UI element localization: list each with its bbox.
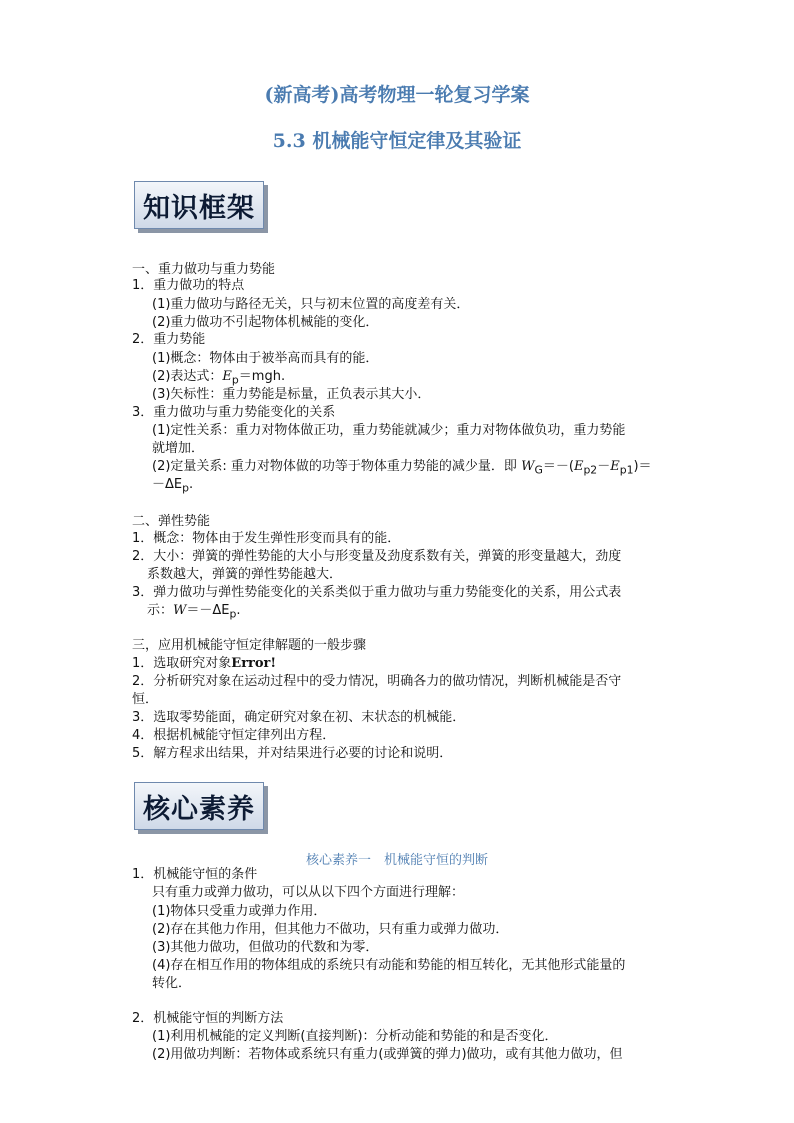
document-subtitle: 5.3 机械能守恒定律及其验证 [272, 130, 522, 152]
formula-text: ＝mgh. [238, 369, 286, 384]
step-2: 2．分析研究对象在运动过程中的受力情况，明确各力的做功情况，判断机械能是否守 [132, 674, 622, 689]
formula-symbol: W [173, 603, 187, 618]
step-1 [132, 655, 276, 672]
heading-elastic-energy: 二、弹性势能 [132, 514, 211, 529]
formula-subscript: p [231, 373, 239, 387]
sub-item: 就增加． [152, 441, 205, 456]
sub-item: (1)定性关系：重力对物体做正功，重力势能就减少；重力对物体做负功，重力势能 [152, 423, 626, 438]
item-2: 2．大小：弹簧的弹性势能的大小与形变量及劲度系数有关，弹簧的形变量越大，劲度 [132, 549, 622, 564]
item-1: 1．机械能守恒的条件 [132, 867, 258, 882]
item-2: 2．机械能守恒的判断方法 [132, 1011, 284, 1026]
formula-subscript: G [534, 463, 543, 477]
formula-text: (2)表达式： [152, 369, 223, 384]
item-2: 2．重力势能 [132, 332, 206, 347]
section-box-knowledge-framework: 知识框架 [134, 181, 264, 229]
sub-item: (3)矢标性：重力势能是标量，正负表示其大小． [152, 387, 431, 402]
sub-item: (1)物体只受重力或弹力作用． [152, 904, 327, 919]
section-box-core-literacy: 核心素养 [134, 782, 264, 830]
item-continuation: 系数越大，弹簧的弹性势能越大． [147, 567, 343, 582]
formula-text: . [236, 603, 241, 618]
formula-line [147, 602, 241, 623]
formula-text: ＝－( [542, 459, 574, 474]
sub-item: (2)用做功判断：若物体或系统只有重力(或弹簧的弹力)做功，或有其他力做功，但 [152, 1047, 623, 1062]
formula-symbol: E [573, 459, 584, 474]
heading-solving-steps: 三，应用机械能守恒定律解题的一般步骤 [132, 638, 367, 653]
formula-text: (2)定量关系: 重力对物体做的功等于物体重力势能的减少量．即 [152, 459, 517, 474]
step-continuation: 恒． [132, 692, 159, 707]
formula-text: －ΔE [152, 477, 183, 492]
formula-text: . [188, 477, 194, 492]
sub-item: (1)利用机械能的定义判断(直接判断)：分析动能和势能的和是否变化． [152, 1029, 558, 1044]
step-text: 1．选取研究对象 [132, 656, 232, 671]
formula-subscript: p [229, 607, 237, 621]
item-1: 1．重力做功的特点 [132, 278, 245, 293]
formula-subscript: p1 [619, 463, 634, 477]
sub-item: (1)概念：物体由于被举高而具有的能． [152, 351, 379, 366]
sub-item: (1)重力做功与路径无关，只与初末位置的高度差有关． [152, 297, 470, 312]
formula-text: ＝－ΔE [186, 603, 230, 618]
step-4: 4．根据机械能守恒定律列出方程． [132, 728, 336, 743]
sub-item: (2)存在其他力作用，但其他力不做功，只有重力或弹力做功． [152, 922, 509, 937]
item-1: 1．概念：物体由于发生弹性形变而具有的能． [132, 531, 401, 546]
formula-text: － [597, 459, 611, 474]
sub-item: 只有重力或弹力做功，可以从以下四个方面进行理解： [152, 885, 465, 900]
item-3: 3．弹力做功与弹性势能变化的关系类似于重力做功与重力势能变化的关系，用公式表 [132, 585, 622, 600]
sub-item: (2)重力做功不引起物体机械能的变化． [152, 315, 379, 330]
sub-item: (4)存在相互作用的物体组成的系统只有动能和势能的相互转化，无其他形式能量的 [152, 958, 626, 973]
heading-gravity-work: 一、重力做功与重力势能 [132, 262, 276, 277]
item-3: 3．重力做功与重力势能变化的关系 [132, 405, 336, 420]
formula-subscript: p2 [583, 463, 598, 477]
sub-item: 转化． [152, 976, 192, 991]
step-5: 5．解方程求出结果，并对结果进行必要的讨论和说明． [132, 746, 453, 761]
formula-symbol: E [610, 459, 620, 474]
sub-item: (3)其他力做功，但做功的代数和为零． [152, 940, 379, 955]
formula-symbol: W [521, 459, 535, 474]
formula-line [152, 458, 652, 479]
formula-line [152, 476, 193, 497]
step-3: 3．选取零势能面，确定研究对象在初、末状态的机械能． [132, 710, 466, 725]
formula-text: )＝ [633, 459, 652, 474]
formula-text: 示： [147, 603, 174, 618]
core-subheading: 核心素养一 机械能守恒的判断 [305, 853, 488, 868]
formula-subscript: p [182, 481, 189, 495]
document-title: (新高考)高考物理一轮复习学案 [264, 84, 530, 106]
formula-symbol: E [222, 369, 232, 384]
error-text: Error! [231, 656, 277, 671]
